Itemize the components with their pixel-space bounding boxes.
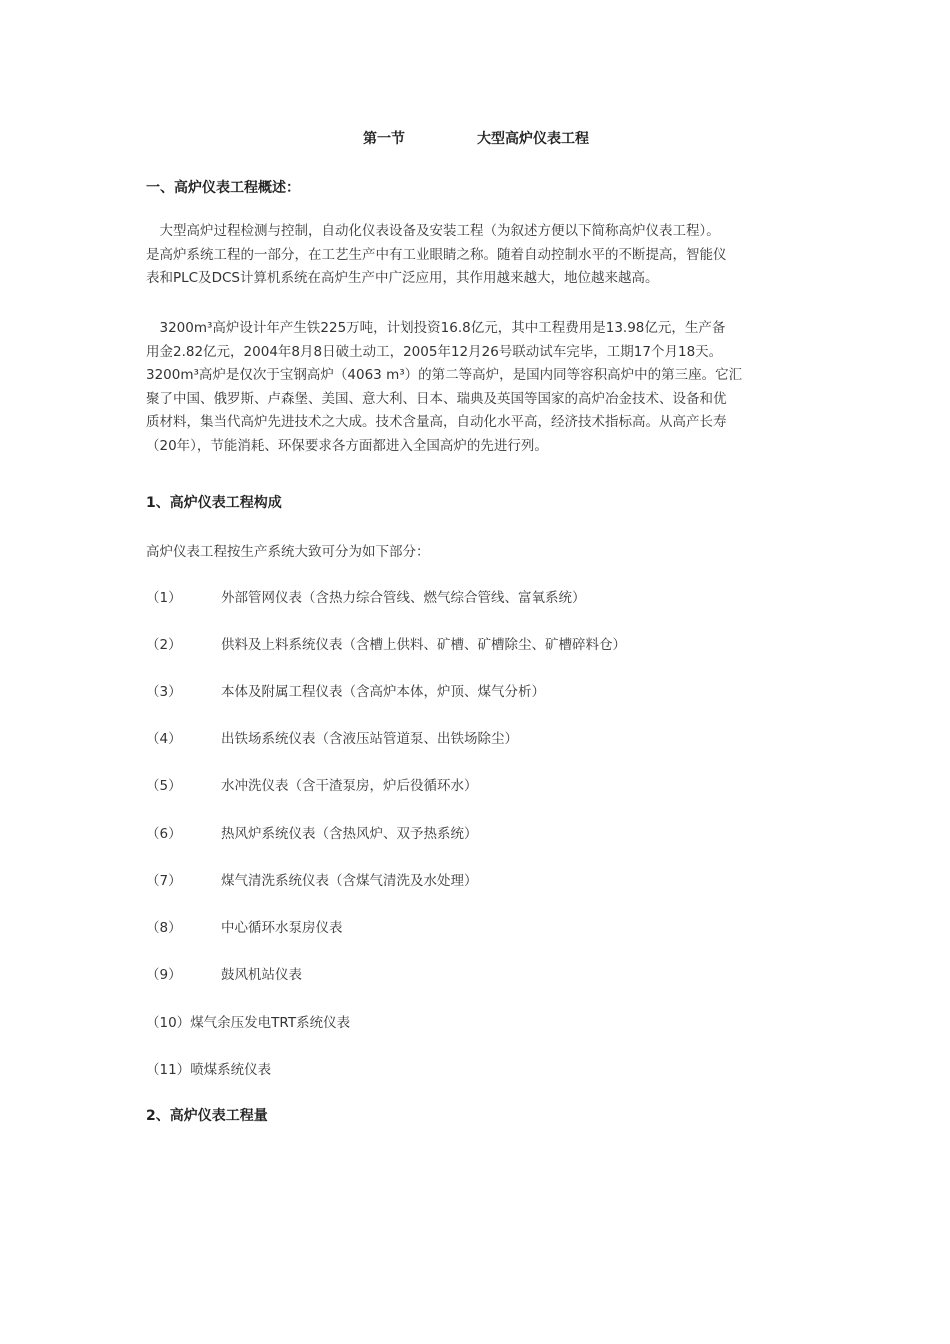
list-item bbox=[146, 680, 846, 700]
list-item bbox=[146, 869, 846, 889]
list-item bbox=[146, 586, 846, 606]
list-item bbox=[146, 1058, 846, 1078]
list-item bbox=[146, 633, 846, 653]
list-item bbox=[146, 727, 846, 747]
item-number: （2） bbox=[146, 637, 182, 653]
paragraph-line: 3200m³高炉设计年产生铁225万吨，计划投资16.8亿元，其中工程费用是13.98亿元，生产备 bbox=[146, 320, 726, 336]
item-number: （10） bbox=[146, 1015, 191, 1031]
item-number: （6） bbox=[146, 826, 182, 842]
paragraph-line: 是高炉系统工程的一部分，在工艺生产中有工业眼睛之称。随着自动控制水平的不断提高，智能仪 bbox=[146, 246, 727, 263]
paragraph-line: （20年），节能消耗、环保要求各方面都进入全国高炉的先进行列。 bbox=[146, 437, 548, 454]
paragraph-line: 聚了中国、俄罗斯、卢森堡、美国、意大利、日本、瑞典及英国等国家的高炉冶金技术、设备和优 bbox=[146, 390, 727, 407]
list-item bbox=[146, 822, 846, 842]
item-text: 煤气清洗系统仪表（含煤气清洗及水处理） bbox=[221, 873, 478, 889]
heading-overview: 一、高炉仪表工程概述： bbox=[146, 180, 300, 196]
item-number: （3） bbox=[146, 684, 182, 700]
item-number: （5） bbox=[146, 778, 182, 794]
paragraph-overview bbox=[146, 220, 811, 291]
item-text: 热风炉系统仪表（含热风炉、双予热系统） bbox=[221, 826, 478, 842]
list-item bbox=[146, 1011, 846, 1031]
paragraph-line: 大型高炉过程检测与控制，自动化仪表设备及安装工程（为叙述方便以下简称高炉仪表工程）。 bbox=[146, 223, 720, 239]
paragraph-line: 表和PLC及DCS计算机系统在高炉生产中广泛应用，其作用越来越大，地位越来越高。 bbox=[146, 270, 659, 286]
item-number: （11） bbox=[146, 1062, 191, 1078]
section-name: 大型高炉仪表工程 bbox=[477, 131, 589, 147]
list-item bbox=[146, 774, 846, 794]
item-text: 喷煤系统仪表 bbox=[190, 1062, 272, 1078]
item-text: 鼓风机站仪表 bbox=[221, 967, 302, 983]
item-number: （9） bbox=[146, 967, 182, 983]
item-text: 煤气余压发电TRT系统仪表 bbox=[190, 1015, 351, 1031]
list-item bbox=[146, 916, 846, 936]
item-number: （1） bbox=[146, 590, 182, 606]
section-number: 第一节 bbox=[363, 131, 405, 147]
item-text: 本体及附属工程仪表（含高炉本体，炉顶、煤气分析） bbox=[221, 684, 545, 700]
item-number: （7） bbox=[146, 873, 182, 889]
heading-composition: 1、高炉仪表工程构成 bbox=[146, 495, 282, 511]
paragraph-line: 用金2.82亿元，2004年8月8日破土动工，2005年12月26号联动试车完毕，工期17个月18天。 bbox=[146, 343, 723, 360]
heading-quantity: 2、高炉仪表工程量 bbox=[146, 1108, 268, 1124]
composition-intro: 高炉仪表工程按生产系统大致可分为如下部分： bbox=[146, 544, 430, 560]
item-text: 水冲洗仪表（含干渣泵房，炉后役循环水） bbox=[221, 778, 478, 794]
item-text: 中心循环水泵房仪表 bbox=[221, 920, 343, 936]
item-number: （4） bbox=[146, 731, 182, 747]
paragraph-line: 3200m³高炉是仅次于宝钢高炉（4063 m³）的第二等高炉，是国内同等容积高炉中的第三座。它汇 bbox=[146, 367, 743, 383]
item-text: 外部管网仪表（含热力综合管线、燃气综合管线、富氧系统） bbox=[221, 590, 586, 606]
item-text: 出铁场系统仪表（含液压站管道泵、出铁场除尘） bbox=[221, 731, 518, 747]
item-number: （8） bbox=[146, 920, 182, 936]
paragraph-project bbox=[146, 317, 811, 458]
paragraph-line: 质材料，集当代高炉先进技术之大成。技术含量高，自动化水平高，经济技术指标高。从高产长寿 bbox=[146, 414, 727, 430]
section-title bbox=[0, 128, 950, 148]
list-item bbox=[146, 963, 846, 983]
item-text: 供料及上料系统仪表（含槽上供料、矿槽、矿槽除尘、矿槽碎料仓） bbox=[221, 637, 626, 653]
